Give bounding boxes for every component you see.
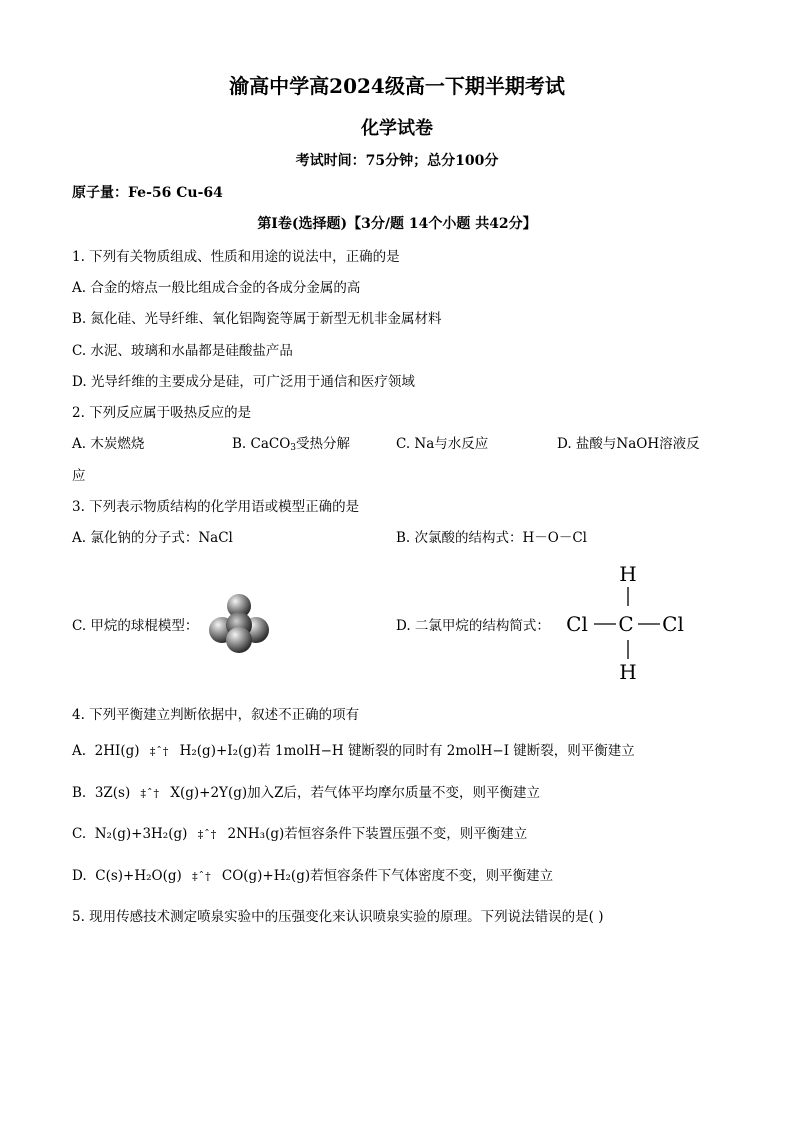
option-b-prefix: B. CaCO (232, 436, 291, 452)
question-1-option-b: B. 氮化硅、光导纤维、氧化铝陶瓷等属于新型无机非金属材料 (72, 311, 442, 327)
products-and-condition: X(g)+2Y(g)加入Z后，若气体平均摩尔质量不变，则平衡建立 (170, 785, 540, 801)
question-4-stem: 4. 下列平衡建立判断依据中，叙述不正确的项有 (72, 707, 360, 723)
equilibrium-arrow-icon: ‡ˆ† (192, 870, 212, 883)
products-and-condition: H₂(g)+I₂(g)若 1molH−H 键断裂的同时有 2molH−I 键断裂，则平衡建立 (179, 743, 635, 759)
paper-subtitle: 化学试卷 (361, 118, 433, 139)
question-4-option-c (72, 822, 527, 842)
question-2-option-d: D. 盐酸与NaOH溶液反 (557, 436, 700, 452)
structure-left-cl: Cl (566, 612, 588, 636)
question-3-option-c: C. 甲烷的球棍模型： (72, 618, 199, 634)
question-3-option-d: D. 二氯甲烷的结构简式： (396, 618, 550, 634)
question-1-option-d: D. 光导纤维的主要成分是硅，可广泛用于通信和医疗领域 (72, 374, 415, 390)
question-2-option-c: C. Na与水反应 (396, 436, 489, 452)
option-label: C. (72, 826, 87, 842)
question-4-option-b (72, 781, 540, 801)
question-2-option-d-wrap: 应 (72, 468, 86, 484)
products-and-condition: CO(g)+H₂(g)若恒容条件下气体密度不变，则平衡建立 (221, 868, 554, 884)
reactants: C(s)+H₂O(g) (95, 868, 182, 884)
question-2-stem: 2. 下列反应属于吸热反应的是 (72, 405, 252, 421)
structure-right-cl: Cl (662, 612, 684, 636)
question-3-option-a: A. 氯化钠的分子式：NaCl (72, 530, 233, 546)
reactants: N₂(g)+3H₂(g) (94, 826, 188, 842)
question-4-option-d (72, 864, 553, 884)
question-3-option-b: B. 次氯酸的结构式：H－O－Cl (396, 530, 587, 546)
atomic-mass: 原子量：Fe-56 Cu-64 (72, 185, 223, 201)
question-5-stem: 5. 现用传感技术测定喷泉实验中的压强变化来认识喷泉实验的原理。下列说法错误的是( ) (72, 909, 604, 925)
equilibrium-arrow-icon: ‡ˆ† (197, 828, 218, 841)
question-2-option-b (232, 432, 350, 453)
methane-model-image (205, 590, 275, 656)
reactants: 2HI(g) (94, 743, 140, 759)
equilibrium-arrow-icon: ‡ˆ† (149, 745, 170, 758)
question-3-stem: 3. 下列表示物质结构的化学用语或模型正确的是 (72, 499, 360, 515)
structure-center-c: C (618, 612, 634, 636)
option-b-subscript: 3 (290, 443, 297, 453)
option-label: D. (72, 868, 87, 884)
question-4-option-a (72, 739, 635, 759)
question-1-stem: 1. 下列有关物质组成、性质和用途的说法中，正确的是 (72, 249, 400, 265)
question-1-option-a: A. 合金的熔点一般比组成合金的各成分金属的高 (72, 280, 361, 296)
exam-title: 渝高中学高2024级高一下期半期考试 (229, 74, 565, 98)
question-2-option-a: A. 木炭燃烧 (72, 436, 145, 452)
equilibrium-arrow-icon: ‡ˆ† (140, 787, 161, 800)
dichloromethane-structure (560, 560, 690, 686)
products-and-condition: 2NH₃(g)若恒容条件下装置压强不变，则平衡建立 (227, 826, 528, 842)
section-heading: 第Ⅰ卷(选择题)【3分/题 14个小题 共42分】 (257, 216, 537, 232)
structure-bottom-h: H (619, 660, 637, 684)
exam-info: 考试时间：75分钟；总分100分 (295, 153, 499, 169)
option-b-suffix: 受热分解 (296, 436, 351, 452)
structure-top-h: H (619, 562, 637, 586)
option-label: B. (72, 785, 87, 801)
question-1-option-c: C. 水泥、玻璃和水晶都是硅酸盐产品 (72, 343, 293, 359)
reactants: 3Z(s) (94, 785, 131, 801)
option-label: A. (72, 743, 87, 759)
